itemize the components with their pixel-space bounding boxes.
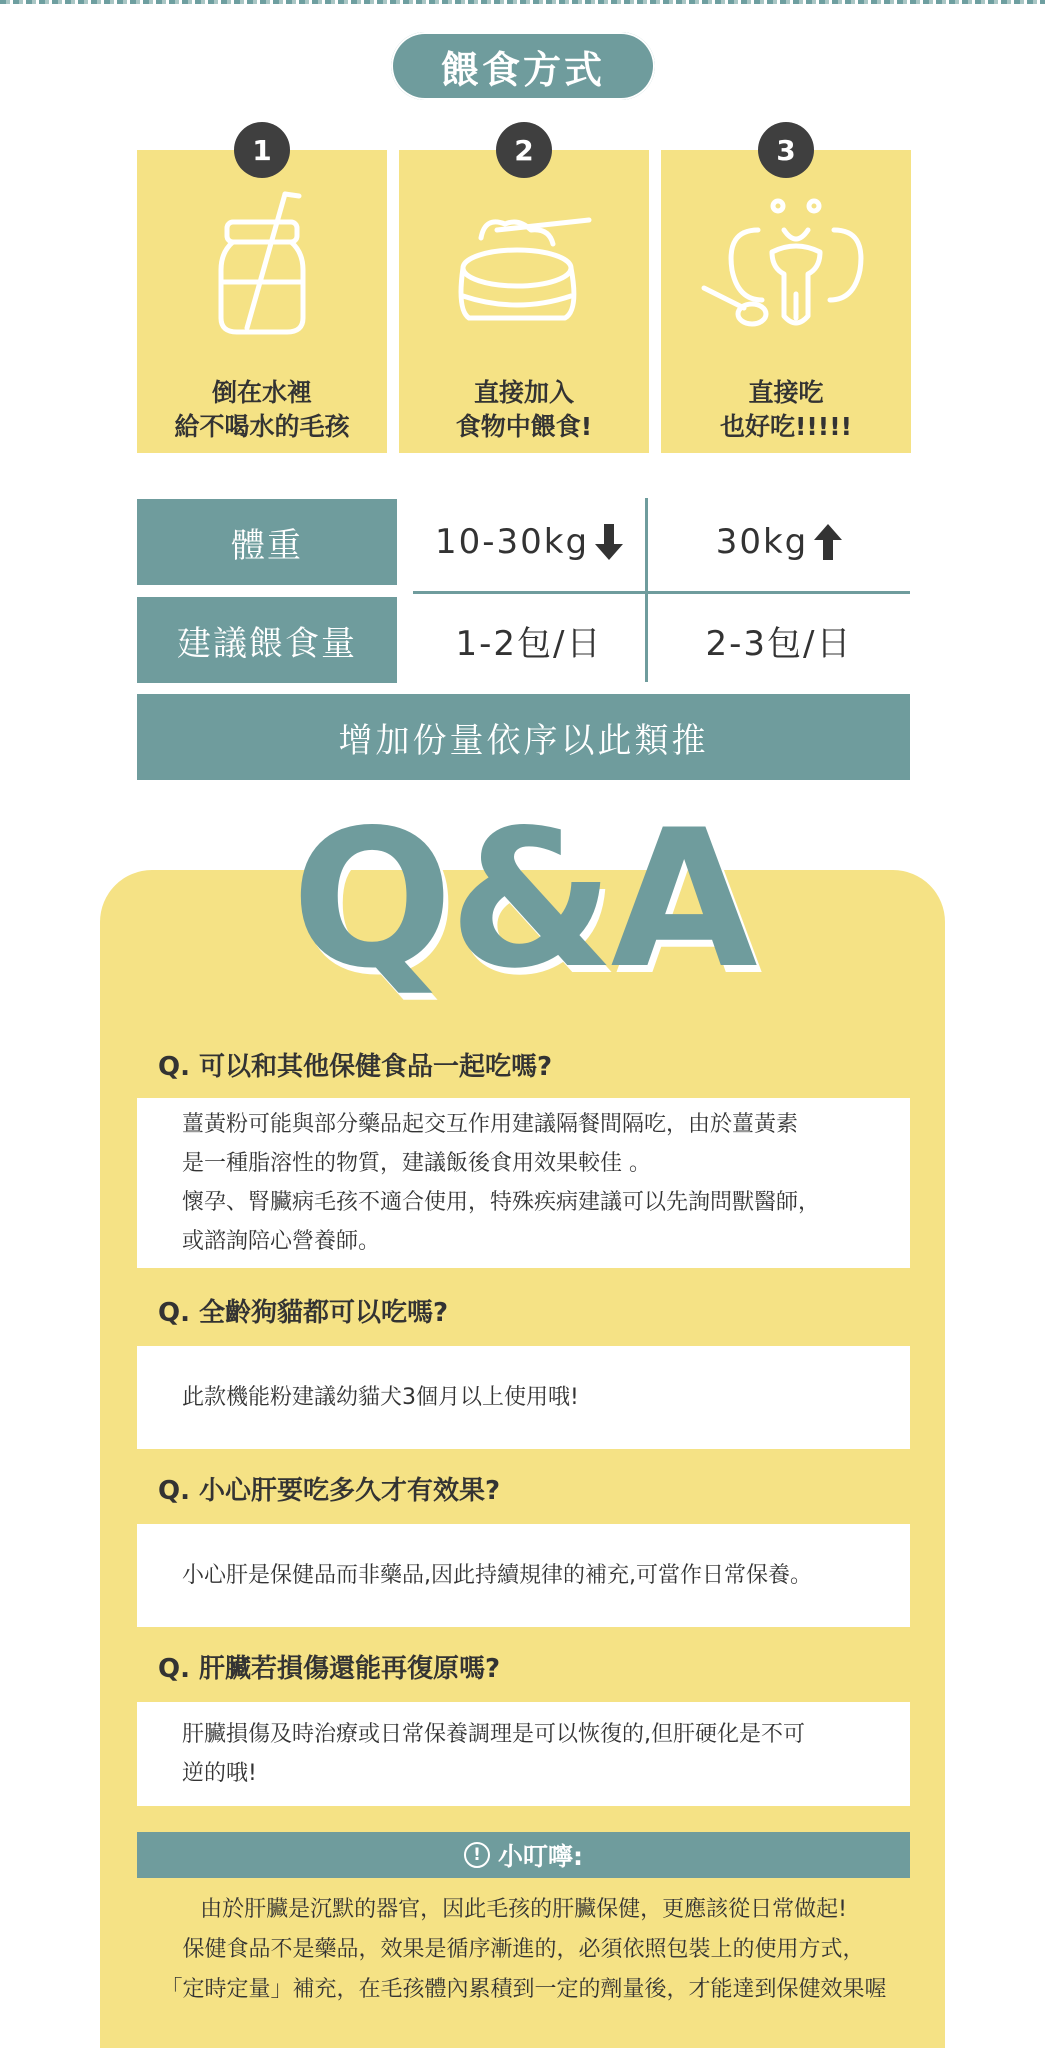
step-card-1 (137, 150, 387, 453)
exclamation-icon: ! (464, 1842, 490, 1868)
table-vertical-divider (645, 498, 648, 682)
weight-col-1-value: 10-30kg (434, 522, 590, 562)
food-bowl-with-scoop-icon (439, 190, 609, 340)
tip-line: 由於肝臟是沉默的器官，因此毛孩的肝臟保健，更應該從日常做起! (200, 1897, 847, 1922)
arrow-down-icon (595, 524, 623, 560)
weight-label: 體重 (137, 499, 397, 585)
step-number-2: 2 (496, 122, 552, 178)
answer-3 (137, 1524, 910, 1627)
tip-header (137, 1832, 910, 1878)
step-card-2 (399, 150, 649, 453)
weight-col-2-value: 30kg (715, 522, 809, 562)
step-card-3 (661, 150, 911, 453)
step-3-line-1: 直接吃 (748, 378, 824, 407)
question-2: Q. 全齡狗貓都可以吃嗎? (158, 1298, 449, 1328)
amount-col-1: 1-2包/日 (455, 623, 603, 664)
dosage-banner: 增加份量依序以此類推 (137, 694, 910, 780)
answer-3-line: 小心肝是保健品而非藥品,因此持續規律的補充,可當作日常保養。 (182, 1563, 812, 1588)
bottle-with-straw-icon (207, 190, 317, 340)
answer-1-line: 是一種脂溶性的物質，建議飯後食用效果較佳 。 (182, 1151, 651, 1176)
arrow-up-icon (814, 524, 842, 560)
weight-col-1 (413, 499, 645, 585)
tip-line: 「定時定量」補充，在毛孩體內累積到一定的劑量後，才能達到保健效果喔 (160, 1977, 887, 2002)
step-3-line-2: 也好吃!!!!! (719, 412, 852, 441)
answer-2 (137, 1346, 910, 1449)
answer-1 (137, 1098, 910, 1268)
step-number-1: 1 (234, 122, 290, 178)
weight-col-2 (648, 499, 910, 585)
question-1: Q. 可以和其他保健食品一起吃嗎? (158, 1052, 553, 1082)
step-1-line-2: 給不喝水的毛孩 (174, 412, 350, 441)
qa-title: Q&A (291, 789, 754, 1010)
step-2-line-2: 食物中餵食! (455, 412, 593, 441)
question-4: Q. 肝臟若損傷還能再復原嗎? (158, 1654, 501, 1684)
tip-body (137, 1890, 910, 2010)
answer-1-line: 懷孕、腎臟病毛孩不適合使用，特殊疾病建議可以先詢問獸醫師， (182, 1190, 821, 1215)
answer-4 (137, 1702, 910, 1806)
table-horizontal-divider (413, 591, 910, 594)
dog-licking-spoon-icon (696, 190, 876, 340)
feeding-method-title: 餵食方式 (391, 32, 655, 100)
question-3: Q. 小心肝要吃多久才有效果? (158, 1476, 501, 1506)
answer-4-line: 肝臟損傷及時治療或日常保養調理是可以恢復的,但肝硬化是不可 (182, 1722, 805, 1747)
answer-1-line: 薑黃粉可能與部分藥品起交互作用建議隔餐間隔吃，由於薑黃素 (182, 1112, 799, 1137)
step-number-3: 3 (758, 122, 814, 178)
top-border (0, 0, 1045, 4)
step-2-line-1: 直接加入 (473, 378, 574, 407)
step-1-line-1: 倒在水裡 (211, 378, 312, 407)
tip-title: 小叮嚀: (498, 1842, 583, 1871)
answer-4-line: 逆的哦! (182, 1761, 257, 1786)
amount-label: 建議餵食量 (137, 597, 397, 683)
answer-1-line: 或諮詢陪心營養師。 (182, 1229, 381, 1254)
amount-col-2: 2-3包/日 (705, 623, 853, 664)
tip-line: 保健食品不是藥品，效果是循序漸進的，必須依照包裝上的使用方式， (182, 1937, 865, 1962)
answer-2-line: 此款機能粉建議幼貓犬3個月以上使用哦! (182, 1385, 579, 1410)
